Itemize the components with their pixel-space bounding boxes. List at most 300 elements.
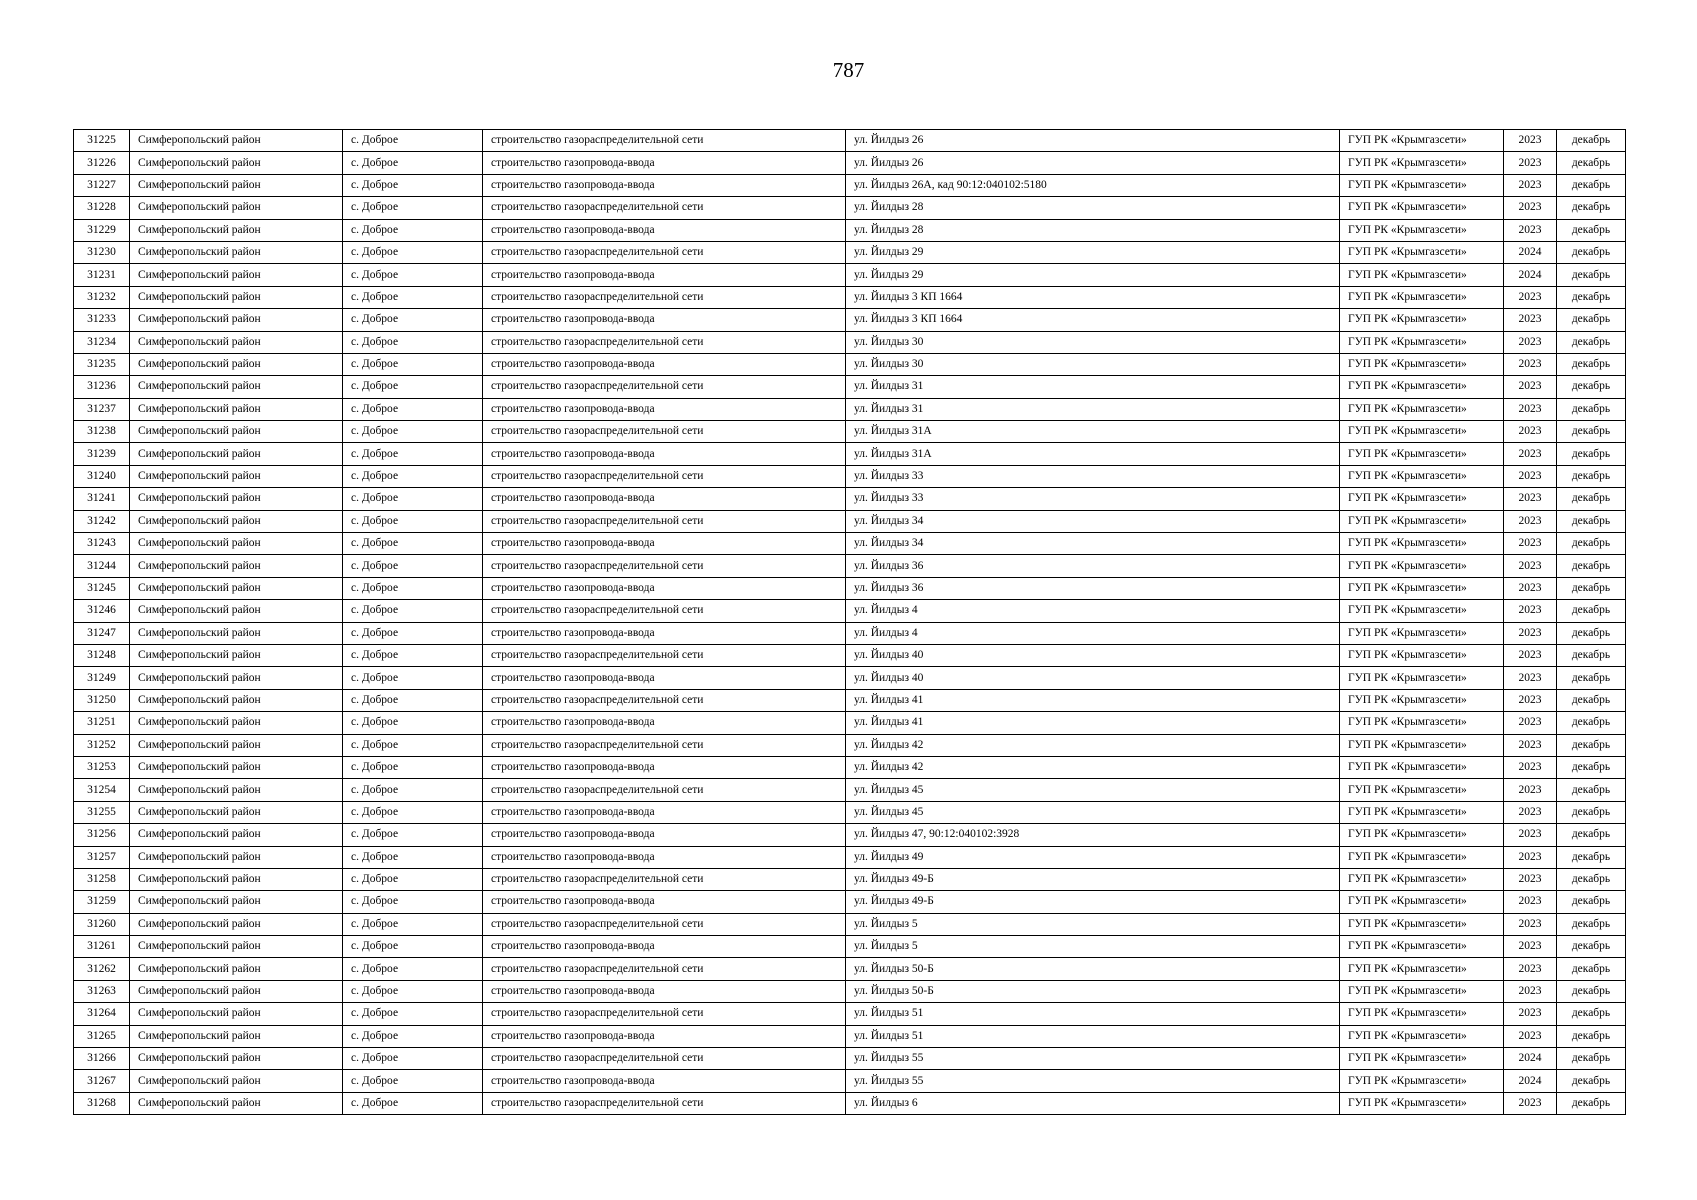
- cell-address: ул. Йилдыз 28: [846, 197, 1340, 219]
- cell-work-type: строительство газораспределительной сети: [483, 197, 846, 219]
- cell-settlement: с. Доброе: [343, 488, 483, 510]
- cell-record-number: 31239: [74, 443, 130, 465]
- cell-year: 2023: [1504, 309, 1557, 331]
- cell-year: 2024: [1504, 1048, 1557, 1070]
- cell-district: Симферопольский район: [130, 913, 343, 935]
- cell-work-type: строительство газопровода-ввода: [483, 398, 846, 420]
- cell-contractor: ГУП РК «Крымгазсети»: [1340, 241, 1504, 263]
- cell-month: декабрь: [1557, 734, 1626, 756]
- cell-year: 2023: [1504, 1025, 1557, 1047]
- cell-work-type: строительство газопровода-ввода: [483, 1070, 846, 1092]
- cell-contractor: ГУП РК «Крымгазсети»: [1340, 353, 1504, 375]
- cell-month: декабрь: [1557, 600, 1626, 622]
- cell-contractor: ГУП РК «Крымгазсети»: [1340, 309, 1504, 331]
- cell-work-type: строительство газопровода-ввода: [483, 712, 846, 734]
- cell-record-number: 31265: [74, 1025, 130, 1047]
- cell-month: декабрь: [1557, 868, 1626, 890]
- table-row: [74, 241, 1626, 263]
- cell-record-number: 31238: [74, 421, 130, 443]
- cell-year: 2023: [1504, 734, 1557, 756]
- cell-year: 2023: [1504, 667, 1557, 689]
- cell-contractor: ГУП РК «Крымгазсети»: [1340, 577, 1504, 599]
- cell-work-type: строительство газораспределительной сети: [483, 644, 846, 666]
- cell-address: ул. Йилдыз 49-Б: [846, 868, 1340, 890]
- cell-address: ул. Йилдыз 3 КП 1664: [846, 309, 1340, 331]
- cell-year: 2023: [1504, 174, 1557, 196]
- cell-record-number: 31252: [74, 734, 130, 756]
- cell-work-type: строительство газораспределительной сети: [483, 331, 846, 353]
- cell-address: ул. Йилдыз 51: [846, 1025, 1340, 1047]
- cell-work-type: строительство газопровода-ввода: [483, 801, 846, 823]
- cell-year: 2023: [1504, 376, 1557, 398]
- table-row: [74, 734, 1626, 756]
- cell-record-number: 31261: [74, 936, 130, 958]
- cell-month: декабрь: [1557, 376, 1626, 398]
- table-row: [74, 443, 1626, 465]
- cell-contractor: ГУП РК «Крымгазсети»: [1340, 488, 1504, 510]
- cell-work-type: строительство газораспределительной сети: [483, 600, 846, 622]
- table-row: [74, 488, 1626, 510]
- cell-contractor: ГУП РК «Крымгазсети»: [1340, 1025, 1504, 1047]
- table-row: [74, 936, 1626, 958]
- cell-record-number: 31251: [74, 712, 130, 734]
- cell-contractor: ГУП РК «Крымгазсети»: [1340, 174, 1504, 196]
- cell-contractor: ГУП РК «Крымгазсети»: [1340, 152, 1504, 174]
- cell-month: декабрь: [1557, 1025, 1626, 1047]
- cell-year: 2023: [1504, 286, 1557, 308]
- cell-year: 2023: [1504, 644, 1557, 666]
- cell-year: 2023: [1504, 152, 1557, 174]
- cell-record-number: 31230: [74, 241, 130, 263]
- cell-contractor: ГУП РК «Крымгазсети»: [1340, 600, 1504, 622]
- cell-month: декабрь: [1557, 913, 1626, 935]
- cell-year: 2023: [1504, 846, 1557, 868]
- cell-month: декабрь: [1557, 421, 1626, 443]
- cell-work-type: строительство газопровода-ввода: [483, 152, 846, 174]
- page-number: 787: [832, 58, 865, 82]
- cell-district: Симферопольский район: [130, 197, 343, 219]
- cell-settlement: с. Доброе: [343, 622, 483, 644]
- cell-year: 2023: [1504, 219, 1557, 241]
- cell-district: Симферопольский район: [130, 756, 343, 778]
- cell-work-type: строительство газопровода-ввода: [483, 174, 846, 196]
- cell-record-number: 31248: [74, 644, 130, 666]
- cell-year: 2023: [1504, 936, 1557, 958]
- cell-month: декабрь: [1557, 1048, 1626, 1070]
- cell-contractor: ГУП РК «Крымгазсети»: [1340, 219, 1504, 241]
- cell-year: 2023: [1504, 443, 1557, 465]
- cell-contractor: ГУП РК «Крымгазсети»: [1340, 533, 1504, 555]
- table-row: [74, 1048, 1626, 1070]
- table-row: [74, 130, 1626, 152]
- cell-settlement: с. Доброе: [343, 958, 483, 980]
- cell-month: декабрь: [1557, 846, 1626, 868]
- cell-settlement: с. Доброе: [343, 533, 483, 555]
- cell-month: декабрь: [1557, 241, 1626, 263]
- cell-contractor: ГУП РК «Крымгазсети»: [1340, 465, 1504, 487]
- cell-year: 2023: [1504, 510, 1557, 532]
- cell-contractor: ГУП РК «Крымгазсети»: [1340, 376, 1504, 398]
- cell-district: Симферопольский район: [130, 622, 343, 644]
- cell-district: Симферопольский район: [130, 1092, 343, 1114]
- table-row: [74, 264, 1626, 286]
- cell-record-number: 31232: [74, 286, 130, 308]
- cell-settlement: с. Доброе: [343, 309, 483, 331]
- cell-address: ул. Йилдыз 36: [846, 577, 1340, 599]
- cell-work-type: строительство газораспределительной сети: [483, 689, 846, 711]
- cell-year: 2023: [1504, 756, 1557, 778]
- cell-year: 2023: [1504, 712, 1557, 734]
- cell-address: ул. Йилдыз 41: [846, 712, 1340, 734]
- table-row: [74, 555, 1626, 577]
- cell-settlement: с. Доброе: [343, 667, 483, 689]
- cell-year: 2023: [1504, 577, 1557, 599]
- table-row: [74, 421, 1626, 443]
- cell-month: декабрь: [1557, 958, 1626, 980]
- cell-district: Симферопольский район: [130, 868, 343, 890]
- cell-record-number: 31260: [74, 913, 130, 935]
- cell-month: декабрь: [1557, 152, 1626, 174]
- cell-work-type: строительство газопровода-ввода: [483, 936, 846, 958]
- cell-address: ул. Йилдыз 31: [846, 398, 1340, 420]
- cell-record-number: 31267: [74, 1070, 130, 1092]
- cell-contractor: ГУП РК «Крымгазсети»: [1340, 891, 1504, 913]
- table-row: [74, 913, 1626, 935]
- cell-record-number: 31247: [74, 622, 130, 644]
- cell-address: ул. Йилдыз 49: [846, 846, 1340, 868]
- cell-settlement: с. Доброе: [343, 913, 483, 935]
- cell-year: 2023: [1504, 622, 1557, 644]
- cell-district: Симферопольский район: [130, 667, 343, 689]
- cell-contractor: ГУП РК «Крымгазсети»: [1340, 936, 1504, 958]
- cell-settlement: с. Доброе: [343, 1025, 483, 1047]
- table-row: [74, 958, 1626, 980]
- cell-month: декабрь: [1557, 756, 1626, 778]
- cell-month: декабрь: [1557, 824, 1626, 846]
- cell-contractor: ГУП РК «Крымгазсети»: [1340, 801, 1504, 823]
- cell-contractor: ГУП РК «Крымгазсети»: [1340, 644, 1504, 666]
- cell-record-number: 31246: [74, 600, 130, 622]
- cell-year: 2023: [1504, 555, 1557, 577]
- table-row: [74, 868, 1626, 890]
- cell-address: ул. Йилдыз 36: [846, 555, 1340, 577]
- cell-work-type: строительство газопровода-ввода: [483, 846, 846, 868]
- table-row: [74, 622, 1626, 644]
- cell-contractor: ГУП РК «Крымгазсети»: [1340, 712, 1504, 734]
- table-row: [74, 197, 1626, 219]
- cell-record-number: 31256: [74, 824, 130, 846]
- cell-district: Симферопольский район: [130, 421, 343, 443]
- table-row: [74, 1070, 1626, 1092]
- cell-address: ул. Йилдыз 4: [846, 622, 1340, 644]
- table-row: [74, 779, 1626, 801]
- cell-district: Симферопольский район: [130, 331, 343, 353]
- cell-month: декабрь: [1557, 488, 1626, 510]
- cell-district: Симферопольский район: [130, 376, 343, 398]
- cell-settlement: с. Доброе: [343, 1048, 483, 1070]
- cell-work-type: строительство газопровода-ввода: [483, 622, 846, 644]
- table-row: [74, 644, 1626, 666]
- cell-month: декабрь: [1557, 309, 1626, 331]
- cell-address: ул. Йилдыз 42: [846, 756, 1340, 778]
- cell-settlement: с. Доброе: [343, 443, 483, 465]
- cell-record-number: 31254: [74, 779, 130, 801]
- cell-contractor: ГУП РК «Крымгазсети»: [1340, 1092, 1504, 1114]
- cell-record-number: 31255: [74, 801, 130, 823]
- cell-year: 2023: [1504, 1003, 1557, 1025]
- cell-work-type: строительство газораспределительной сети: [483, 421, 846, 443]
- cell-month: декабрь: [1557, 174, 1626, 196]
- cell-month: декабрь: [1557, 936, 1626, 958]
- cell-settlement: с. Доброе: [343, 331, 483, 353]
- cell-month: декабрь: [1557, 197, 1626, 219]
- cell-settlement: с. Доброе: [343, 130, 483, 152]
- cell-work-type: строительство газораспределительной сети: [483, 1092, 846, 1114]
- table-row: [74, 174, 1626, 196]
- cell-settlement: с. Доброе: [343, 398, 483, 420]
- cell-district: Симферопольский район: [130, 533, 343, 555]
- cell-district: Симферопольский район: [130, 1025, 343, 1047]
- cell-address: ул. Йилдыз 50-Б: [846, 980, 1340, 1002]
- cell-settlement: с. Доброе: [343, 756, 483, 778]
- cell-settlement: с. Доброе: [343, 353, 483, 375]
- cell-record-number: 31233: [74, 309, 130, 331]
- cell-record-number: 31266: [74, 1048, 130, 1070]
- cell-month: декабрь: [1557, 443, 1626, 465]
- cell-settlement: с. Доброе: [343, 465, 483, 487]
- cell-record-number: 31253: [74, 756, 130, 778]
- cell-record-number: 31262: [74, 958, 130, 980]
- cell-record-number: 31241: [74, 488, 130, 510]
- cell-address: ул. Йилдыз 45: [846, 801, 1340, 823]
- cell-month: декабрь: [1557, 644, 1626, 666]
- cell-district: Симферопольский район: [130, 689, 343, 711]
- cell-district: Симферопольский район: [130, 219, 343, 241]
- cell-contractor: ГУП РК «Крымгазсети»: [1340, 286, 1504, 308]
- cell-year: 2024: [1504, 1070, 1557, 1092]
- cell-address: ул. Йилдыз 28: [846, 219, 1340, 241]
- cell-address: ул. Йилдыз 3 КП 1664: [846, 286, 1340, 308]
- cell-contractor: ГУП РК «Крымгазсети»: [1340, 1070, 1504, 1092]
- cell-settlement: с. Доброе: [343, 936, 483, 958]
- cell-district: Симферопольский район: [130, 555, 343, 577]
- table-row: [74, 353, 1626, 375]
- cell-record-number: 31250: [74, 689, 130, 711]
- table-row: [74, 1092, 1626, 1114]
- cell-record-number: 31257: [74, 846, 130, 868]
- cell-address: ул. Йилдыз 33: [846, 488, 1340, 510]
- cell-district: Симферопольский район: [130, 264, 343, 286]
- cell-year: 2023: [1504, 801, 1557, 823]
- cell-record-number: 31231: [74, 264, 130, 286]
- cell-address: ул. Йилдыз 31А: [846, 421, 1340, 443]
- cell-year: 2023: [1504, 600, 1557, 622]
- table-row: [74, 600, 1626, 622]
- cell-district: Симферопольский район: [130, 241, 343, 263]
- table-row: [74, 152, 1626, 174]
- cell-settlement: с. Доброе: [343, 980, 483, 1002]
- table-row: [74, 824, 1626, 846]
- cell-settlement: с. Доброе: [343, 600, 483, 622]
- register-table: [73, 129, 1626, 1115]
- cell-record-number: 31228: [74, 197, 130, 219]
- cell-settlement: с. Доброе: [343, 219, 483, 241]
- cell-record-number: 31235: [74, 353, 130, 375]
- cell-record-number: 31242: [74, 510, 130, 532]
- cell-contractor: ГУП РК «Крымгазсети»: [1340, 398, 1504, 420]
- cell-address: ул. Йилдыз 26А, кад 90:12:040102:5180: [846, 174, 1340, 196]
- table-row: [74, 756, 1626, 778]
- table-row: [74, 376, 1626, 398]
- cell-district: Симферопольский район: [130, 1003, 343, 1025]
- table-row: [74, 533, 1626, 555]
- cell-month: декабрь: [1557, 622, 1626, 644]
- cell-record-number: 31243: [74, 533, 130, 555]
- table-row: [74, 846, 1626, 868]
- cell-work-type: строительство газораспределительной сети: [483, 779, 846, 801]
- cell-contractor: ГУП РК «Крымгазсети»: [1340, 1048, 1504, 1070]
- cell-settlement: с. Доброе: [343, 174, 483, 196]
- cell-year: 2023: [1504, 779, 1557, 801]
- cell-settlement: с. Доброе: [343, 712, 483, 734]
- cell-record-number: 31237: [74, 398, 130, 420]
- cell-address: ул. Йилдыз 5: [846, 913, 1340, 935]
- cell-address: ул. Йилдыз 5: [846, 936, 1340, 958]
- cell-contractor: ГУП РК «Крымгазсети»: [1340, 443, 1504, 465]
- cell-month: декабрь: [1557, 331, 1626, 353]
- cell-month: декабрь: [1557, 689, 1626, 711]
- cell-month: декабрь: [1557, 712, 1626, 734]
- cell-settlement: с. Доброе: [343, 577, 483, 599]
- cell-settlement: с. Доброе: [343, 421, 483, 443]
- cell-month: декабрь: [1557, 398, 1626, 420]
- cell-settlement: с. Доброе: [343, 510, 483, 532]
- table-row: [74, 398, 1626, 420]
- cell-record-number: 31227: [74, 174, 130, 196]
- cell-record-number: 31259: [74, 891, 130, 913]
- cell-work-type: строительство газораспределительной сети: [483, 1003, 846, 1025]
- cell-work-type: строительство газопровода-ввода: [483, 891, 846, 913]
- cell-contractor: ГУП РК «Крымгазсети»: [1340, 421, 1504, 443]
- cell-month: декабрь: [1557, 510, 1626, 532]
- cell-district: Симферопольский район: [130, 644, 343, 666]
- cell-address: ул. Йилдыз 40: [846, 667, 1340, 689]
- cell-work-type: строительство газопровода-ввода: [483, 824, 846, 846]
- cell-work-type: строительство газопровода-ввода: [483, 1025, 846, 1047]
- cell-district: Симферопольский район: [130, 801, 343, 823]
- table-row: [74, 801, 1626, 823]
- cell-address: ул. Йилдыз 55: [846, 1070, 1340, 1092]
- cell-month: декабрь: [1557, 891, 1626, 913]
- cell-work-type: строительство газораспределительной сети: [483, 913, 846, 935]
- cell-record-number: 31240: [74, 465, 130, 487]
- cell-settlement: с. Доброе: [343, 868, 483, 890]
- cell-work-type: строительство газораспределительной сети: [483, 376, 846, 398]
- table-row: [74, 1003, 1626, 1025]
- cell-district: Симферопольский район: [130, 846, 343, 868]
- table-row: [74, 286, 1626, 308]
- cell-district: Симферопольский район: [130, 398, 343, 420]
- cell-work-type: строительство газораспределительной сети: [483, 868, 846, 890]
- cell-settlement: с. Доброе: [343, 824, 483, 846]
- cell-month: декабрь: [1557, 130, 1626, 152]
- cell-work-type: строительство газораспределительной сети: [483, 286, 846, 308]
- cell-address: ул. Йилдыз 26: [846, 152, 1340, 174]
- cell-work-type: строительство газопровода-ввода: [483, 980, 846, 1002]
- cell-district: Симферопольский район: [130, 958, 343, 980]
- cell-month: декабрь: [1557, 264, 1626, 286]
- cell-year: 2023: [1504, 1092, 1557, 1114]
- cell-work-type: строительство газопровода-ввода: [483, 219, 846, 241]
- cell-contractor: ГУП РК «Крымгазсети»: [1340, 510, 1504, 532]
- cell-year: 2023: [1504, 868, 1557, 890]
- cell-district: Симферопольский район: [130, 152, 343, 174]
- cell-district: Симферопольский район: [130, 443, 343, 465]
- cell-work-type: строительство газопровода-ввода: [483, 577, 846, 599]
- cell-address: ул. Йилдыз 55: [846, 1048, 1340, 1070]
- cell-district: Симферопольский район: [130, 577, 343, 599]
- cell-contractor: ГУП РК «Крымгазсети»: [1340, 264, 1504, 286]
- cell-year: 2023: [1504, 421, 1557, 443]
- cell-work-type: строительство газораспределительной сети: [483, 130, 846, 152]
- cell-district: Симферопольский район: [130, 353, 343, 375]
- cell-contractor: ГУП РК «Крымгазсети»: [1340, 622, 1504, 644]
- cell-year: 2023: [1504, 533, 1557, 555]
- cell-record-number: 31234: [74, 331, 130, 353]
- cell-district: Симферопольский район: [130, 936, 343, 958]
- cell-settlement: с. Доброе: [343, 846, 483, 868]
- table-row: [74, 219, 1626, 241]
- cell-year: 2023: [1504, 913, 1557, 935]
- table-row: [74, 689, 1626, 711]
- cell-work-type: строительство газораспределительной сети: [483, 465, 846, 487]
- cell-address: ул. Йилдыз 29: [846, 264, 1340, 286]
- cell-settlement: с. Доброе: [343, 689, 483, 711]
- cell-work-type: строительство газораспределительной сети: [483, 958, 846, 980]
- cell-settlement: с. Доброе: [343, 555, 483, 577]
- cell-settlement: с. Доброе: [343, 1070, 483, 1092]
- cell-record-number: 31229: [74, 219, 130, 241]
- table-row: [74, 667, 1626, 689]
- cell-work-type: строительство газопровода-ввода: [483, 756, 846, 778]
- cell-month: декабрь: [1557, 1092, 1626, 1114]
- cell-work-type: строительство газораспределительной сети: [483, 510, 846, 532]
- cell-record-number: 31258: [74, 868, 130, 890]
- cell-district: Симферопольский район: [130, 600, 343, 622]
- cell-work-type: строительство газопровода-ввода: [483, 264, 846, 286]
- cell-year: 2023: [1504, 398, 1557, 420]
- cell-contractor: ГУП РК «Крымгазсети»: [1340, 331, 1504, 353]
- cell-address: ул. Йилдыз 30: [846, 353, 1340, 375]
- cell-month: декабрь: [1557, 577, 1626, 599]
- cell-work-type: строительство газораспределительной сети: [483, 1048, 846, 1070]
- cell-address: ул. Йилдыз 42: [846, 734, 1340, 756]
- cell-record-number: 31236: [74, 376, 130, 398]
- cell-month: декабрь: [1557, 286, 1626, 308]
- cell-contractor: ГУП РК «Крымгазсети»: [1340, 958, 1504, 980]
- cell-district: Симферопольский район: [130, 980, 343, 1002]
- cell-settlement: с. Доброе: [343, 286, 483, 308]
- cell-contractor: ГУП РК «Крымгазсети»: [1340, 555, 1504, 577]
- cell-settlement: с. Доброе: [343, 376, 483, 398]
- cell-address: ул. Йилдыз 34: [846, 533, 1340, 555]
- cell-month: декабрь: [1557, 980, 1626, 1002]
- cell-settlement: с. Доброе: [343, 1092, 483, 1114]
- cell-contractor: ГУП РК «Крымгазсети»: [1340, 130, 1504, 152]
- cell-year: 2023: [1504, 891, 1557, 913]
- cell-year: 2023: [1504, 331, 1557, 353]
- cell-record-number: 31225: [74, 130, 130, 152]
